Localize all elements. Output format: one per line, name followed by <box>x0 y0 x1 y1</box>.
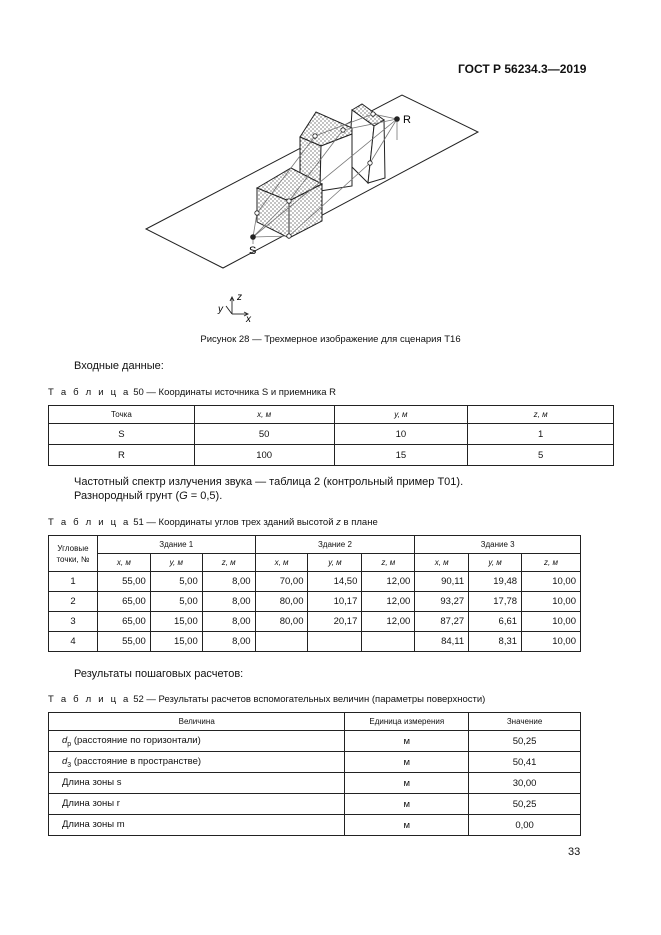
receiver-label: R <box>403 114 411 126</box>
table-cell: 100 <box>194 445 334 466</box>
table-cell: $d_p$ (расстояние по горизонтали) <box>49 731 345 752</box>
document-standard-id: ГОСТ Р 56234.3—2019 <box>458 62 587 76</box>
table-row <box>49 773 581 794</box>
table-cell: 87,27 <box>415 612 469 632</box>
table-cell: 5,00 <box>150 572 202 592</box>
table-header-cell: Значение <box>469 713 581 731</box>
table-cell: 20,17 <box>308 612 362 632</box>
table-cell: 3 <box>49 612 98 632</box>
table-cell: м <box>345 731 469 752</box>
table-cell: м <box>345 752 469 773</box>
source-label: S <box>249 245 257 257</box>
table-52 <box>48 712 581 836</box>
table-cell: 84,11 <box>415 632 469 652</box>
table-cell: 50,25 <box>469 794 581 815</box>
table-cell: 70,00 <box>255 572 308 592</box>
table-50-caption: Т а б л и ц а 50 — Координаты источника S и приемника R <box>48 387 337 398</box>
table-cell: 80,00 <box>255 612 308 632</box>
table-row <box>49 632 581 652</box>
table-cell: 50 <box>194 424 334 445</box>
table-cell: S <box>49 424 195 445</box>
table-cell: 80,00 <box>255 592 308 612</box>
corner-point-header: Угловые точки, № <box>49 536 98 572</box>
table-cell: 12,00 <box>362 612 415 632</box>
table-cell: 10,17 <box>308 592 362 612</box>
building-3-header: Здание 3 <box>415 536 581 554</box>
spectrum-note: Частотный спектр излучения звука — таблица 2 (контрольный пример Т01). <box>74 476 464 488</box>
table-cell: 50,25 <box>469 731 581 752</box>
table-cell: 10 <box>334 424 468 445</box>
table-cell: 1 <box>49 572 98 592</box>
table-cell: 8,00 <box>202 632 255 652</box>
table-cell <box>255 632 308 652</box>
table-header-cell: x, м <box>194 406 334 424</box>
table-51-caption: Т а б л и ц а 51 — Координаты углов трех зданий высотой z в плане <box>48 517 378 528</box>
table-51 <box>48 535 581 652</box>
building-2-header: Здание 2 <box>255 536 415 554</box>
source-point <box>250 234 256 240</box>
table-cell: Длина зоны s <box>49 773 345 794</box>
table-header-row <box>49 536 581 554</box>
table-row <box>49 752 581 773</box>
table-cell: 4 <box>49 632 98 652</box>
table-header-cell: Точка <box>49 406 195 424</box>
table-cell: м <box>345 815 469 836</box>
table-row <box>49 815 581 836</box>
table-cell: 5 <box>468 445 614 466</box>
table-row <box>49 424 614 445</box>
table-cell: 5,00 <box>150 592 202 612</box>
input-data-heading: Входные данные: <box>74 360 164 372</box>
table-cell: 10,00 <box>522 592 581 612</box>
table-header-row <box>49 406 614 424</box>
table-header-cell: z, м <box>202 554 255 572</box>
table-cell: м <box>345 773 469 794</box>
table-cell: 14,50 <box>308 572 362 592</box>
table-cell: Длина зоны r <box>49 794 345 815</box>
table-cell: 10,00 <box>522 612 581 632</box>
table-cell: 65,00 <box>97 592 150 612</box>
axis-y-label: y <box>218 304 223 315</box>
table-cell: 55,00 <box>97 572 150 592</box>
table-cell: 12,00 <box>362 572 415 592</box>
table-cell: 30,00 <box>469 773 581 794</box>
table-cell: 1 <box>468 424 614 445</box>
figure-caption: Рисунок 28 — Трехмерное изображение для сценария Т16 <box>200 334 461 345</box>
table-row <box>49 731 581 752</box>
table-cell <box>362 632 415 652</box>
axis-z-label: z <box>237 292 242 303</box>
table-subheader-row <box>49 554 581 572</box>
table-cell: 19,48 <box>469 572 522 592</box>
table-cell: 15,00 <box>150 632 202 652</box>
table-cell: 10,00 <box>522 572 581 592</box>
scenario-3d-figure <box>0 0 661 330</box>
table-header-cell: y, м <box>469 554 522 572</box>
table-cell: 10,00 <box>522 632 581 652</box>
table-cell: 17,78 <box>469 592 522 612</box>
table-cell: Длина зоны m <box>49 815 345 836</box>
table-cell: 8,00 <box>202 592 255 612</box>
ground-note: Разнородный грунт (G = 0,5). <box>74 490 223 502</box>
table-header-cell: y, м <box>150 554 202 572</box>
table-cell: 12,00 <box>362 592 415 612</box>
table-header-cell: x, м <box>255 554 308 572</box>
table-50 <box>48 405 614 466</box>
table-cell: м <box>345 794 469 815</box>
table-cell: 65,00 <box>97 612 150 632</box>
table-cell: 93,27 <box>415 592 469 612</box>
table-cell: 8,00 <box>202 612 255 632</box>
table-row <box>49 794 581 815</box>
table-cell: 15,00 <box>150 612 202 632</box>
page-number: 33 <box>568 846 581 858</box>
table-cell: R <box>49 445 195 466</box>
table-cell: 0,00 <box>469 815 581 836</box>
table-cell: 90,11 <box>415 572 469 592</box>
table-header-cell: y, м <box>334 406 468 424</box>
table-row <box>49 612 581 632</box>
table-cell: 8,00 <box>202 572 255 592</box>
table-header-row <box>49 713 581 731</box>
results-heading: Результаты пошаговых расчетов: <box>74 668 244 680</box>
table-cell: $d_3$ (расстояние в пространстве) <box>49 752 345 773</box>
table-cell: 8,31 <box>469 632 522 652</box>
table-header-cell: x, м <box>97 554 150 572</box>
table-row <box>49 572 581 592</box>
receiver-point <box>394 116 400 122</box>
table-header-cell: x, м <box>415 554 469 572</box>
table-cell: 15 <box>334 445 468 466</box>
table-header-cell: Величина <box>49 713 345 731</box>
table-header-cell: y, м <box>308 554 362 572</box>
table-header-cell: Единица измерения <box>345 713 469 731</box>
table-row <box>49 445 614 466</box>
table-cell: 55,00 <box>97 632 150 652</box>
table-header-cell: z, м <box>522 554 581 572</box>
table-header-cell: z, м <box>362 554 415 572</box>
table-cell: 50,41 <box>469 752 581 773</box>
table-cell: 2 <box>49 592 98 612</box>
table-52-caption: Т а б л и ц а 52 — Результаты расчетов вспомогательных величин (параметры поверхности) <box>48 694 486 705</box>
table-cell <box>308 632 362 652</box>
building-1-header: Здание 1 <box>97 536 255 554</box>
table-header-cell: z, м <box>468 406 614 424</box>
table-cell: 6,61 <box>469 612 522 632</box>
table-row <box>49 592 581 612</box>
axis-x-label: x <box>246 314 251 325</box>
